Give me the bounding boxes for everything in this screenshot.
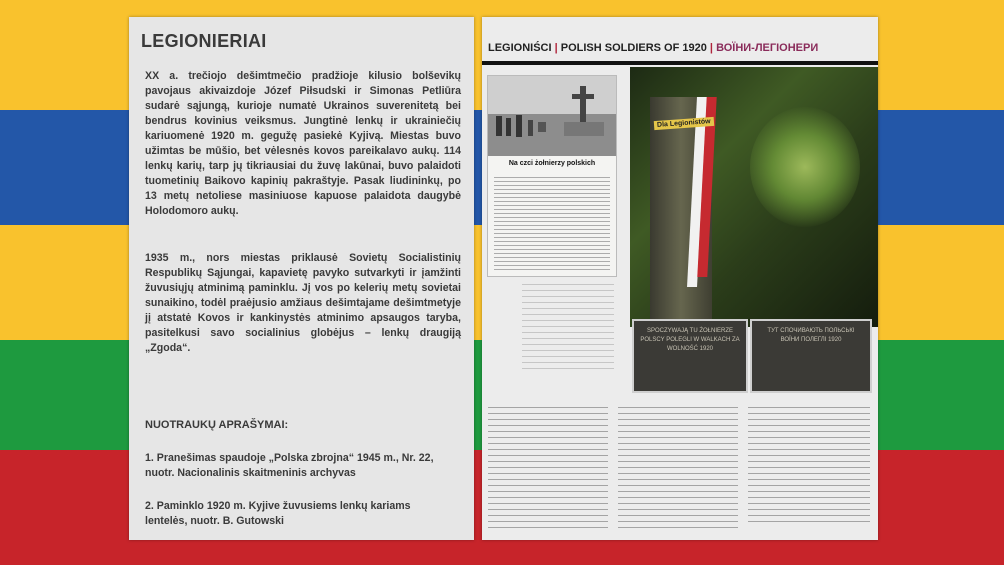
caption-item-1: 1. Pranešimas spaudoje „Polska zbrojna“ 1945 m., Nr. 22, nuotr. Nacionalinis skaitmeninis archyvas <box>145 452 434 479</box>
plaque-ukrainian-text: ТУТ СПОЧИВАЮТЬ ПОЛЬСЬКІ ВОЇНИ ПОЛЕГЛІ 1920 <box>767 328 855 343</box>
intro-paragraph: XX a. trečiojo dešimtmečio pradžioje kilusio bolševikų pavojaus akivaizdoje Józef Piłsudski ir Simonas Petliūra sudarė sąjungą, kurioje numatė Ukrainos suverenitetą bei bendrus kovinius veiksmus. Jungtinė lenkų ir ukrainiečių kariuomenė 1920 m. gegužę pasiekė Kyjivą. Miestas buvo užimtas be mūšio, bet vėlesnės kovos pareikalavo aukų. 114 lenkų karių, tarp jų tikriausiai du žuvę lakūnai, buvo palaidoti tuometinių Baikovo kapinių pakraštyje. Pasak liudininkų, po 13 metų netoliese masiniuose kapuose palaidota daugybė Holodomoro aukų. <box>145 70 461 217</box>
body-text-column-polish <box>488 402 608 532</box>
exhibit-board-panel <box>482 17 878 540</box>
title-polish: LEGIONIŚCI <box>488 42 552 54</box>
captions-heading: NUOTRAUKŲ APRAŠYMAI: <box>145 419 289 431</box>
newspaper-clipping <box>487 75 617 277</box>
history-paragraph: 1935 m., nors miestas priklausė Sovietų Socialistinių Respublikų Sąjungai, kapavietę pavyko sutvarkyti ir įamžinti žuvusiųjų atminimą paminklu. Jį vos po kelerių metų sovietai sunaikino, todėl praėjusio amžiaus dešimtajame dešimtmetyje jį atstatė Kovos ir kankinystės atminimo apsaugos taryba, pasitelkusi savo socialinius globėjus – lenkų draugiją „Zgoda“. <box>145 252 461 354</box>
cemetery-photo <box>488 76 616 156</box>
title-rule <box>482 61 878 65</box>
clipping-text-lines <box>494 174 610 270</box>
panel-title: LEGIONIERIAI <box>141 31 267 51</box>
plaque-polish-text: SPOCZYWAJĄ TU ŻOŁNIERZE POLSCY POLEGLI W WALKACH ZA WOLNOŚĆ 1920 <box>640 328 740 352</box>
title-separator-1: | <box>554 42 558 54</box>
foliage-highlight <box>750 107 860 227</box>
title-english: POLISH SOLDIERS OF 1920 <box>560 42 707 54</box>
plaque-polish <box>632 319 748 393</box>
body-text-column-english <box>618 402 738 532</box>
body-text-column-ukrainian <box>748 402 870 524</box>
caption-item-2: 2. Paminklo 1920 m. Kyjive žuvusiems lenkų kariams lentelės, nuotr. B. Gutowski <box>145 500 411 527</box>
monument-photo <box>630 67 878 327</box>
title-ukrainian: ВОЇНИ-ЛЕГІОНЕРИ <box>716 42 819 54</box>
plaque-ukrainian <box>750 319 872 393</box>
clipping-headline: Na czci żołnierzy polskich <box>508 160 596 167</box>
ribbon-label: Dla Legionistów <box>654 117 714 130</box>
title-separator-2: | <box>709 42 713 54</box>
lithuanian-text-panel <box>129 17 474 540</box>
board-title <box>488 42 818 54</box>
clipping-caption-lines <box>522 279 614 369</box>
